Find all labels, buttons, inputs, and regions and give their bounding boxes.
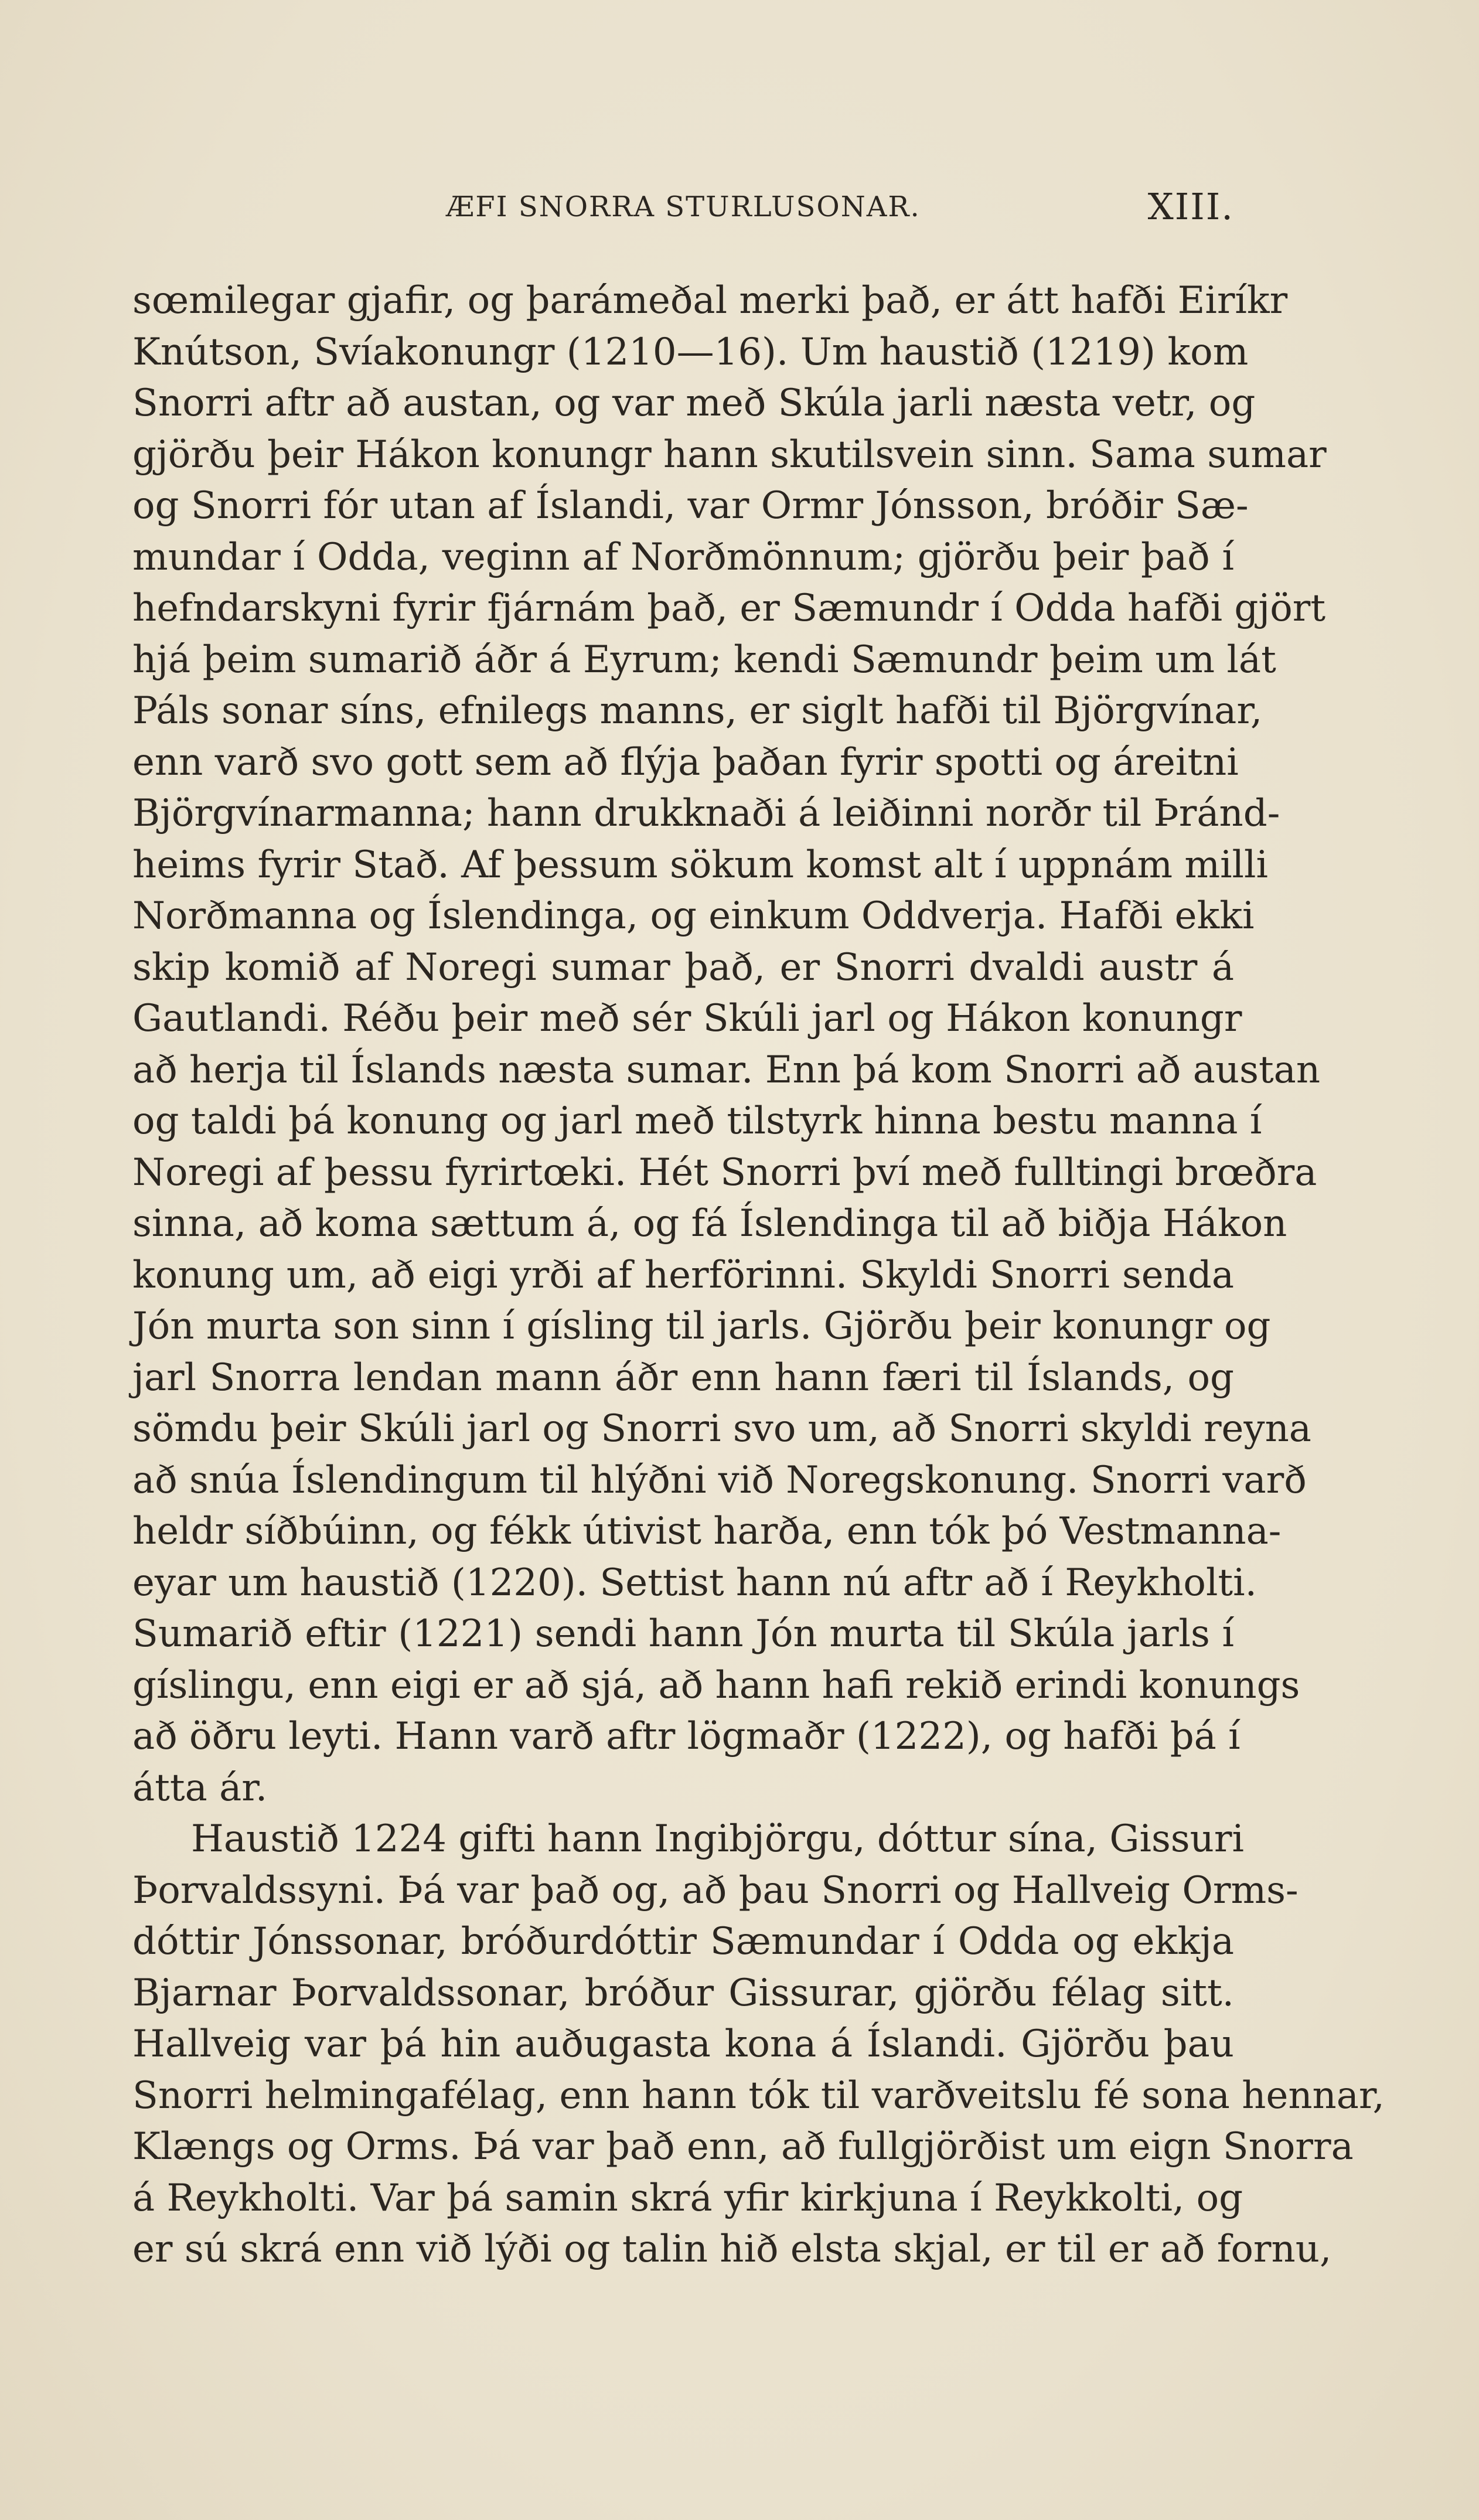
text-line: Norðmanna og Íslendinga, og einkum Oddverja. Hafði ekki (132, 894, 1255, 938)
text-line: og taldi þá konung og jarl með tilstyrk hinna bestu manna í (132, 1099, 1262, 1143)
text-line: að öðru leyti. Hann varð aftr lögmaðr (1222), og hafði þá í (132, 1715, 1241, 1758)
text-line: Þorvaldssyni. Þá var það og, að þau Snorri og Hallveig Orms- (132, 1868, 1299, 1912)
text-line: Knútson, Svíakonungr (1210—16). Um haustið (1219) kom (132, 330, 1249, 374)
page-number: XIII. (1147, 185, 1234, 228)
running-header (132, 186, 1234, 227)
text-line: Snorri helmingafélag, enn hann tók til varðveitslu fé sona hennar, (132, 2073, 1385, 2117)
text-line: hefndarskyni fyrir fjárnám það, er Sæmundr í Odda hafði gjört (132, 587, 1326, 630)
text-line: Páls sonar síns, efnilegs manns, er siglt hafði til Björgvínar, (132, 689, 1263, 733)
text-line: sœmilegar gjafir, og þarámeðal merki það, er átt hafði Eiríkr (132, 279, 1288, 322)
text-line: á Reykholti. Var þá samin skrá yfir kirkjuna í Reykkolti, og (132, 2176, 1243, 2220)
text-line: mundar í Odda, veginn af Norðmönnum; gjörðu þeir það í (132, 535, 1234, 579)
text-line: sömdu þeir Skúli jarl og Snorri svo um, að Snorri skyldi reyna (132, 1407, 1311, 1450)
text-line: Jón murta son sinn í gísling til jarls. Gjörðu þeir konungr og (132, 1305, 1271, 1348)
text-line: skip komið af Noregi sumar það, er Snorri dvaldi austr á (132, 945, 1234, 989)
text-line: Sumarið eftir (1221) sendi hann Jón murta til Skúla jarls í (132, 1612, 1234, 1656)
text-line: dóttir Jónssonar, bróðurdóttir Sæmundar í Odda og ekkja (132, 1920, 1234, 1963)
text-line: heldr síðbúinn, og fékk útivist harða, enn tók þó Vestmanna- (132, 1510, 1282, 1553)
text-line: Bjarnar Þorvaldssonar, bróður Gissurar, gjörðu félag sitt. (132, 1971, 1234, 2015)
text-line: jarl Snorra lendan mann áðr enn hann færi til Íslands, og (132, 1356, 1234, 1399)
text-line: enn varð svo gott sem að flýja þaðan fyrir spotti og áreitni (132, 740, 1239, 784)
text-line: eyar um haustið (1220). Settist hann nú aftr að í Reykholti. (132, 1561, 1257, 1605)
text-line: er sú skrá enn við lýði og talin hið elsta skjal, er til er að fornu, (132, 2228, 1332, 2271)
text-line: sinna, að koma sættum á, og fá Íslendinga til að biðja Hákon (132, 1202, 1287, 1245)
paragraph-first-line: Haustið 1224 gifti hann Ingibjörgu, dóttur sína, Gissuri (191, 1817, 1244, 1861)
text-line: Klængs og Orms. Þá var það enn, að fullgjörðist um eign Snorra (132, 2125, 1354, 2168)
text-line: gíslingu, enn eigi er að sjá, að hann hafi rekið erindi konungs (132, 1663, 1300, 1707)
text-line: að herja til Íslands næsta sumar. Enn þá kom Snorri að austan (132, 1048, 1321, 1092)
text-line: Björgvínarmanna; hann drukknaði á leiðinni norðr til Þránd- (132, 792, 1280, 835)
text-line: hjá þeim sumarið áðr á Eyrum; kendi Sæmundr þeim um lát (132, 638, 1276, 682)
text-line: gjörðu þeir Hákon konungr hann skutilsvein sinn. Sama sumar (132, 433, 1327, 476)
body-text (132, 275, 1385, 2276)
text-line: að snúa Íslendingum til hlýðni við Noregskonung. Snorri varð (132, 1458, 1307, 1502)
text-line: Snorri aftr að austan, og var með Skúla jarli næsta vetr, og (132, 382, 1256, 425)
text-line: konung um, að eigi yrði af herförinni. Skyldi Snorri senda (132, 1253, 1234, 1297)
text-line: Gautlandi. Réðu þeir með sér Skúli jarl og Hákon konungr (132, 997, 1242, 1040)
text-line: og Snorri fór utan af Íslandi, var Ormr Jónsson, bróðir Sæ- (132, 484, 1249, 527)
text-line: Noregi af þessu fyrirtœki. Hét Snorri því með fulltingi brœðra (132, 1150, 1317, 1194)
text-line: Hallveig var þá hin auðugasta kona á Íslandi. Gjörðu þau (132, 2022, 1234, 2066)
text-line: heims fyrir Stað. Af þessum sökum komst alt í uppnám milli (132, 843, 1268, 887)
running-title: ÆFI SNORRA STURLUSONAR. (446, 190, 921, 223)
paragraph-end-line: átta ár. (132, 1766, 268, 1810)
